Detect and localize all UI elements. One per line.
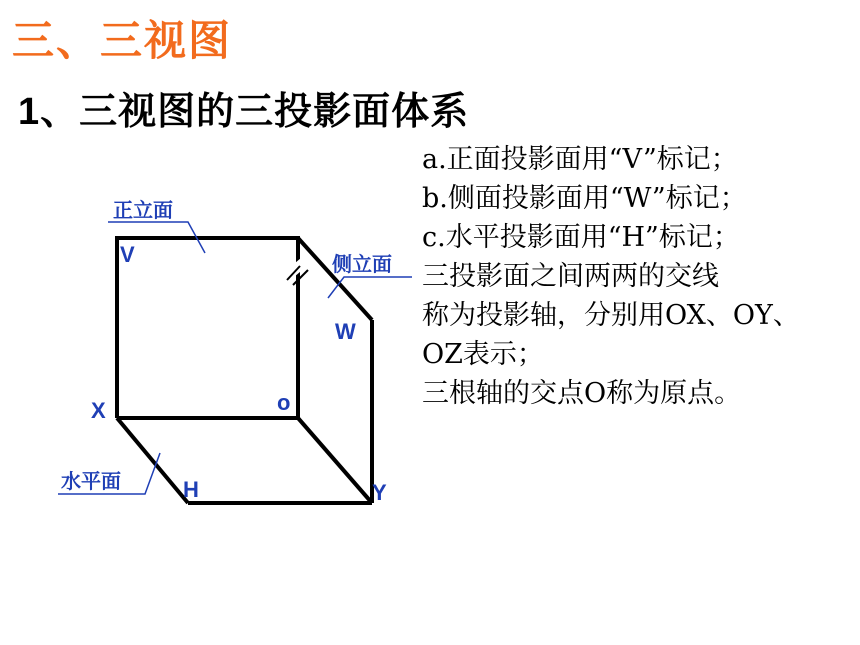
front-plane-outline [117, 238, 298, 418]
x-letter: X [91, 398, 106, 423]
o-letter: o [277, 390, 291, 415]
h-letter: H [183, 477, 199, 502]
horizontal-plane-label: 水平面 [61, 471, 121, 493]
description-line: c.水平投影面用“H”标记； [422, 222, 740, 253]
description-line: 三投影面之间两两的交线 [422, 261, 719, 292]
side-plane-top-edge [298, 238, 372, 320]
description-text [422, 140, 852, 413]
description-line: 三根轴的交点O称为原点。 [422, 378, 742, 409]
description-line: OZ表示； [422, 339, 544, 370]
front-plane-label: 正立面 [113, 200, 173, 222]
horizontal-plane-left-edge [117, 418, 188, 503]
oy-axis [298, 418, 372, 503]
description-line: 称为投影轴，分别用OX、OY、 [422, 300, 800, 331]
description-line: b.侧面投影面用“W”标记； [422, 183, 747, 214]
description-line: a.正面投影面用“V”标记； [422, 144, 738, 175]
v-letter: V [120, 242, 135, 267]
slide-title: 三、三视图 [12, 17, 233, 64]
w-letter: W [335, 319, 356, 344]
y-letter: Y [372, 480, 387, 505]
slide-subtitle: 1、三视图的三投影面体系 [18, 91, 470, 133]
side-plane-label: 侧立面 [332, 254, 392, 276]
